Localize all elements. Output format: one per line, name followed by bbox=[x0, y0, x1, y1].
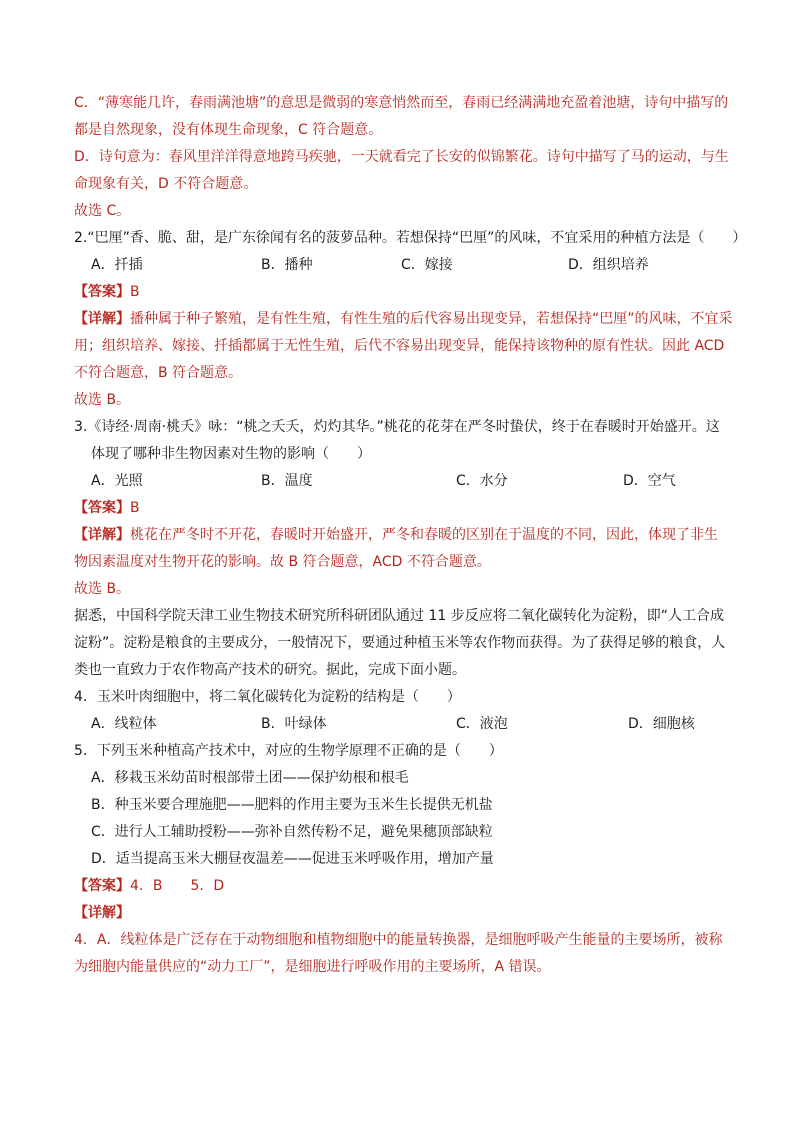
q3-option-c: C．水分 bbox=[456, 473, 508, 489]
detail-label: 【详解】 bbox=[74, 527, 130, 543]
q3-conclusion: 故选 B。 bbox=[74, 581, 131, 597]
q2-answer bbox=[74, 279, 724, 306]
answer-value: 4．B 5．D bbox=[130, 878, 225, 894]
passage-line3: 类也一直致力于农作物高产技术的研究。据此，完成下面小题。 bbox=[74, 662, 466, 678]
q3-detail-line1 bbox=[74, 522, 724, 549]
q4-stem: 4．玉米叶肉细胞中，将二氧化碳转化为淀粉的结构是（ ） bbox=[74, 689, 461, 705]
explanation-d-line2: 命现象有关，D 不符合题意。 bbox=[74, 176, 258, 192]
q45-answer bbox=[74, 873, 724, 900]
q2-option-d: D．组织培养 bbox=[568, 257, 649, 273]
q5-option-a: A．移栽玉米幼苗时根部带土团——保护幼根和根毛 bbox=[91, 770, 409, 786]
q2-detail-line1 bbox=[74, 306, 733, 333]
q4-option-a: A．线粒体 bbox=[91, 716, 157, 732]
explanation-c-line2: 都是自然现象，没有体现生命现象，C 符合题意。 bbox=[74, 122, 383, 138]
answer-value: B bbox=[130, 500, 140, 516]
q5-stem: 5．下列玉米种植高产技术中，对应的生物学原理不正确的是（ ） bbox=[74, 743, 503, 759]
passage-line2: 淀粉”。淀粉是粮食的主要成分，一般情况下，要通过种植玉米等农作物而获得。为了获得足够的粮食，人 bbox=[74, 635, 726, 651]
q2-detail-line2: 用；组织培养、嫁接、扦插都属于无性生殖，后代不容易出现变异，能保持该物种的原有性状。因此 ACD bbox=[74, 338, 725, 354]
q3-stem-line2: 体现了哪种非生物因素对生物的影响（ ） bbox=[91, 446, 371, 462]
q3-detail-line2: 物因素温度对生物开花的影响。故 B 符合题意，ACD 不符合题意。 bbox=[74, 554, 491, 570]
passage-line1: 据悉，中国科学院天津工业生物技术研究所科研团队通过 11 步反应将二氧化碳转化为淀粉，即“人工合成 bbox=[74, 608, 724, 624]
answer-label: 【答案】 bbox=[74, 878, 130, 894]
q3-stem-line1: 3.《诗经·周南·桃夭》咏：“桃之夭夭，灼灼其华。”桃花的花芽在严冬时蛰伏，终于在春暖时开始盛开。这 bbox=[74, 419, 720, 435]
q2-stem: 2.“巴厘”香、脆、甜，是广东徐闻有名的菠萝品种。若想保持“巴厘”的风味，不宜采用的种植方法是（ ） bbox=[74, 230, 747, 246]
detail-text: 播种属于种子繁殖，是有性生殖，有性生殖的后代容易出现变异，若想保持“巴厘”的风味，不宜采 bbox=[130, 311, 733, 327]
q2-option-b: B．播种 bbox=[261, 257, 313, 273]
q3-option-b: B．温度 bbox=[261, 473, 313, 489]
explanation-conclusion: 故选 C。 bbox=[74, 203, 131, 219]
q5-option-d: D．适当提高玉米大棚昼夜温差——促进玉米呼吸作用，增加产量 bbox=[91, 851, 494, 867]
q3-options bbox=[74, 468, 724, 495]
explanation-c-line1: C．“薄寒能几许，春雨满池塘”的意思是微弱的寒意悄然而至，春雨已经满满地充盈着池塘，诗句中描写的 bbox=[74, 95, 729, 111]
q3-answer bbox=[74, 495, 724, 522]
q3-option-d: D．空气 bbox=[623, 473, 676, 489]
detail-label: 【详解】 bbox=[74, 905, 130, 921]
q4-option-c: C．液泡 bbox=[456, 716, 508, 732]
q5-option-b: B．种玉米要合理施肥——肥料的作用主要为玉米生长提供无机盐 bbox=[91, 797, 493, 813]
q2-options bbox=[74, 252, 724, 279]
q2-option-a: A．扦插 bbox=[91, 257, 143, 273]
answer-label: 【答案】 bbox=[74, 500, 130, 516]
explanation-d-line1: D．诗句意为：春风里洋洋得意地跨马疾驰，一天就看完了长安的似锦繁花。诗句中描写了马的运动，与生 bbox=[74, 149, 729, 165]
q3-option-a: A．光照 bbox=[91, 473, 143, 489]
answer-label: 【答案】 bbox=[74, 284, 130, 300]
q4-option-b: B．叶绿体 bbox=[261, 716, 327, 732]
q2-detail-line3: 不符合题意，B 符合题意。 bbox=[74, 365, 243, 381]
q45-detail-heading bbox=[74, 900, 724, 927]
q4-option-d: D．细胞核 bbox=[628, 716, 695, 732]
detail-text: 桃花在严冬时不开花，春暖时开始盛开，严冬和春暖的区别在于温度的不同，因此，体现了非生 bbox=[130, 527, 718, 543]
q4-detail-line1: 4．A．线粒体是广泛存在于动物细胞和植物细胞中的能量转换器，是细胞呼吸产生能量的主要场所，被称 bbox=[74, 932, 723, 948]
q2-option-c: C．嫁接 bbox=[401, 257, 453, 273]
q4-detail-line2: 为细胞内能量供应的“动力工厂”，是细胞进行呼吸作用的主要场所，A 错误。 bbox=[74, 959, 551, 975]
q2-conclusion: 故选 B。 bbox=[74, 392, 131, 408]
q4-options bbox=[74, 711, 724, 738]
answer-value: B bbox=[130, 284, 140, 300]
q5-option-c: C．进行人工辅助授粉——弥补自然传粉不足，避免果穗顶部缺粒 bbox=[91, 824, 493, 840]
document-content bbox=[74, 90, 747, 981]
detail-label: 【详解】 bbox=[74, 311, 130, 327]
